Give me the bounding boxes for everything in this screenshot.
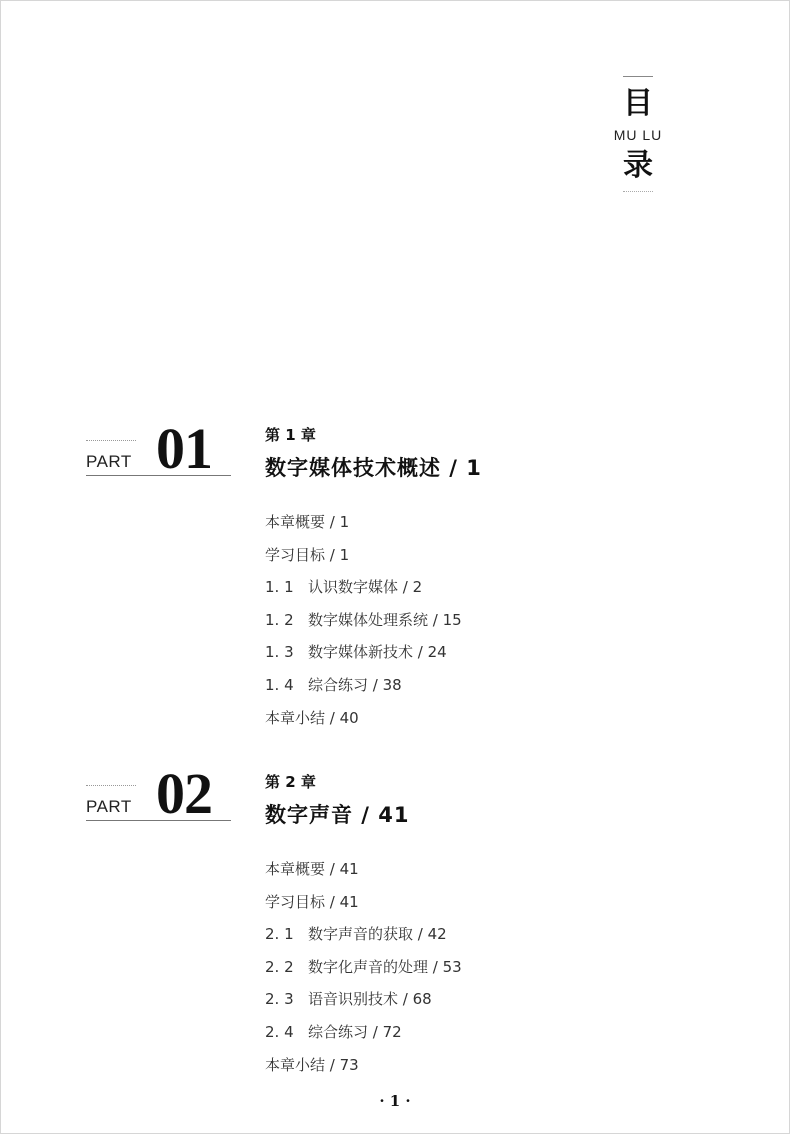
toc-entry[interactable]	[265, 1022, 462, 1055]
toc-entry[interactable]	[265, 957, 462, 990]
toc-entry-text: 数字媒体处理系统 / 15	[308, 610, 462, 629]
toc-entry-text: 综合练习 / 72	[308, 1022, 402, 1041]
toc-entry-text: 语音识别技术 / 68	[308, 990, 432, 1009]
part-rule-top	[86, 440, 136, 441]
part-rule-bottom	[86, 820, 231, 821]
toc-entry-number: 2. 4	[265, 1022, 294, 1041]
page-number: · 1 ·	[379, 1092, 411, 1110]
toc-entry-number: 1. 2	[265, 610, 294, 629]
toc-entry[interactable]	[265, 892, 462, 925]
part-number: 01	[156, 416, 212, 481]
toc-entry-text: 综合练习 / 38	[308, 675, 402, 694]
toc-title-char-1: 目	[623, 86, 653, 121]
toc-entry[interactable]	[265, 924, 462, 957]
toc-entry[interactable]	[265, 610, 482, 643]
toc-entry-number: 1. 4	[265, 675, 294, 694]
chapter-items	[265, 859, 462, 1087]
toc-entry[interactable]	[265, 708, 482, 741]
toc-entry-number: 2. 3	[265, 990, 294, 1009]
toc-entry-number: 2. 2	[265, 957, 294, 976]
chapter-label: 第 1 章	[265, 426, 316, 444]
part-label-02	[86, 761, 231, 826]
header-rule-bottom	[623, 191, 653, 192]
toc-entry-text: 本章小结 / 40	[265, 708, 359, 727]
part-number: 02	[156, 761, 212, 826]
toc-entry-text: 本章小结 / 73	[265, 1055, 359, 1074]
chapter-title[interactable]: 数字媒体技术概述 / 1	[265, 456, 482, 480]
toc-entry-text: 认识数字媒体 / 2	[308, 578, 423, 597]
toc-entry-text: 学习目标 / 1	[265, 545, 350, 564]
chapter-2	[265, 771, 462, 1087]
toc-entry-number: 1. 1	[265, 578, 294, 597]
header-rule-top	[623, 76, 653, 77]
toc-entry[interactable]	[265, 989, 462, 1022]
toc-entry[interactable]	[265, 642, 482, 675]
toc-title-char-2: 录	[623, 148, 653, 183]
part-word: PART	[86, 452, 132, 471]
chapter-items	[265, 512, 482, 740]
toc-entry[interactable]	[265, 859, 462, 892]
chapter-label: 第 2 章	[265, 773, 316, 791]
chapter-1	[265, 424, 482, 740]
toc-entry-text: 本章概要 / 41	[265, 860, 359, 878]
toc-entry-number: 2. 1	[265, 925, 294, 944]
part-rule-top	[86, 785, 136, 786]
part-rule-bottom	[86, 475, 231, 476]
toc-entry[interactable]	[265, 512, 482, 545]
part-word: PART	[86, 797, 132, 816]
toc-entry-text: 数字化声音的处理 / 53	[308, 957, 462, 976]
toc-entry[interactable]	[265, 675, 482, 708]
chapter-title[interactable]: 数字声音 / 41	[265, 803, 410, 827]
toc-entry-text: 数字声音的获取 / 42	[308, 925, 447, 944]
toc-romanization: MU LU	[613, 127, 663, 143]
toc-entry-text: 学习目标 / 41	[265, 892, 359, 911]
toc-entry-text: 数字媒体新技术 / 24	[308, 643, 447, 662]
toc-entry-text: 本章概要 / 1	[265, 513, 350, 531]
toc-entry[interactable]	[265, 577, 482, 610]
toc-entry-number: 1. 3	[265, 643, 294, 662]
toc-header	[598, 76, 678, 192]
toc-entry[interactable]	[265, 545, 482, 578]
part-label-01	[86, 416, 231, 481]
toc-entry[interactable]	[265, 1055, 462, 1088]
